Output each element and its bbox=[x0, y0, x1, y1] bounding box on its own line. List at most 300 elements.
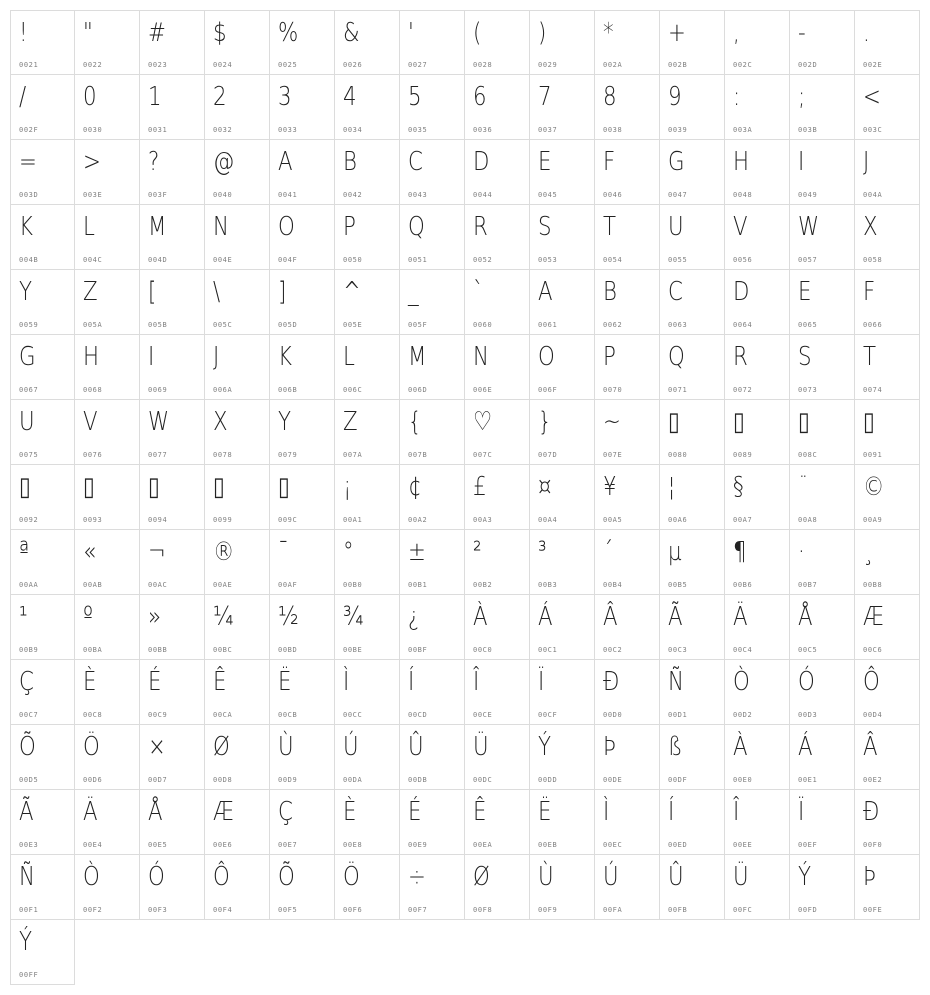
glyph-sample: Ä bbox=[733, 602, 748, 632]
glyph-cell bbox=[465, 660, 530, 725]
glyph-cell bbox=[855, 140, 920, 205]
unicode-code-label: 005B bbox=[148, 321, 168, 329]
unicode-code-label: 003D bbox=[19, 191, 39, 199]
unicode-code-label: 00CC bbox=[343, 711, 363, 719]
glyph-sample: V bbox=[733, 212, 748, 242]
glyph-sample: Ó bbox=[148, 862, 165, 892]
unicode-code-label: 002E bbox=[863, 61, 883, 69]
unicode-code-label: 00AA bbox=[19, 581, 39, 589]
unicode-code-label: 003E bbox=[83, 191, 103, 199]
unicode-code-label: 00D2 bbox=[733, 711, 753, 719]
glyph-cell bbox=[335, 335, 400, 400]
glyph-sample: ¨ bbox=[798, 472, 809, 502]
glyph-sample: D bbox=[733, 277, 750, 307]
glyph-sample: Ô bbox=[213, 862, 230, 892]
glyph-cell bbox=[725, 75, 790, 140]
glyph-cell bbox=[595, 790, 660, 855]
glyph-sample: Î bbox=[473, 667, 480, 697]
unicode-code-label: 00B3 bbox=[538, 581, 558, 589]
glyph-cell bbox=[530, 335, 595, 400]
unicode-code-label: 0041 bbox=[278, 191, 298, 199]
glyph-sample: Þ bbox=[863, 862, 876, 892]
glyph-sample: } bbox=[538, 407, 552, 437]
glyph-cell bbox=[400, 660, 465, 725]
glyph-cell bbox=[400, 270, 465, 335]
glyph-cell bbox=[465, 10, 530, 75]
glyph-cell bbox=[140, 530, 205, 595]
unicode-code-label: 003B bbox=[798, 126, 818, 134]
glyph-cell bbox=[790, 595, 855, 660]
unicode-code-label: 0089 bbox=[733, 451, 753, 459]
glyph-sample: Ö bbox=[83, 732, 100, 762]
glyph-cell bbox=[335, 400, 400, 465]
glyph-cell bbox=[790, 270, 855, 335]
glyph-sample: Ë bbox=[278, 667, 292, 697]
unicode-code-label: 00C2 bbox=[603, 646, 623, 654]
unicode-code-label: 00BB bbox=[148, 646, 168, 654]
glyph-sample: Ð bbox=[603, 667, 620, 697]
glyph-sample: ▯ bbox=[733, 407, 745, 437]
unicode-code-label: 004D bbox=[148, 256, 168, 264]
glyph-cell bbox=[140, 855, 205, 920]
glyph-sample: N bbox=[213, 212, 229, 242]
glyph-cell bbox=[790, 335, 855, 400]
unicode-code-label: 004B bbox=[19, 256, 39, 264]
glyph-cell bbox=[205, 335, 270, 400]
glyph-sample: P bbox=[603, 342, 616, 372]
glyph-cell bbox=[530, 270, 595, 335]
unicode-code-label: 00B8 bbox=[863, 581, 883, 589]
unicode-code-label: 00B7 bbox=[798, 581, 818, 589]
glyph-sample: C bbox=[668, 277, 683, 307]
glyph-cell bbox=[725, 270, 790, 335]
glyph-sample: 2 bbox=[213, 82, 227, 112]
unicode-code-label: 004C bbox=[83, 256, 103, 264]
glyph-cell bbox=[400, 75, 465, 140]
glyph-sample: F bbox=[603, 147, 616, 177]
glyph-cell bbox=[595, 75, 660, 140]
glyph-sample: ¦ bbox=[668, 472, 676, 502]
unicode-code-label: 0071 bbox=[668, 386, 688, 394]
glyph-sample: ▯ bbox=[148, 472, 160, 502]
glyph-sample: ° bbox=[343, 537, 354, 567]
glyph-sample: T bbox=[603, 212, 617, 242]
glyph-sample: ¢ bbox=[408, 472, 422, 502]
glyph-sample: ² bbox=[473, 537, 482, 567]
unicode-code-label: 0062 bbox=[603, 321, 623, 329]
glyph-cell bbox=[270, 530, 335, 595]
glyph-cell bbox=[10, 10, 75, 75]
glyph-cell bbox=[530, 140, 595, 205]
glyph-sample: D bbox=[473, 147, 490, 177]
unicode-code-label: 0043 bbox=[408, 191, 428, 199]
unicode-code-label: 00AB bbox=[83, 581, 103, 589]
glyph-cell bbox=[400, 335, 465, 400]
glyph-sample: A bbox=[278, 147, 293, 177]
glyph-sample: ; bbox=[798, 82, 806, 112]
unicode-code-label: 00C5 bbox=[798, 646, 818, 654]
glyph-sample: Ø bbox=[213, 732, 230, 762]
unicode-code-label: 0049 bbox=[798, 191, 818, 199]
glyph-sample: ³ bbox=[538, 537, 547, 567]
unicode-code-label: 0069 bbox=[148, 386, 168, 394]
unicode-code-label: 00BE bbox=[343, 646, 363, 654]
unicode-code-label: 0022 bbox=[83, 61, 103, 69]
glyph-cell bbox=[205, 855, 270, 920]
glyph-cell bbox=[270, 335, 335, 400]
unicode-code-label: 0042 bbox=[343, 191, 363, 199]
glyph-sample: ¸ bbox=[863, 537, 874, 567]
glyph-cell bbox=[465, 270, 530, 335]
glyph-cell bbox=[725, 10, 790, 75]
unicode-code-label: 0063 bbox=[668, 321, 688, 329]
unicode-code-label: 003A bbox=[733, 126, 753, 134]
unicode-code-label: 00A4 bbox=[538, 516, 558, 524]
glyph-cell bbox=[790, 140, 855, 205]
glyph-cell bbox=[660, 140, 725, 205]
unicode-code-label: 005D bbox=[278, 321, 298, 329]
glyph-sample: É bbox=[408, 797, 422, 827]
glyph-cell bbox=[595, 205, 660, 270]
unicode-code-label: 0066 bbox=[863, 321, 883, 329]
glyph-sample: £ bbox=[473, 472, 487, 502]
glyph-sample: Û bbox=[668, 862, 684, 892]
glyph-cell bbox=[140, 10, 205, 75]
unicode-code-label: 003C bbox=[863, 126, 883, 134]
glyph-cell bbox=[595, 855, 660, 920]
glyph-cell bbox=[725, 205, 790, 270]
glyph-sample: % bbox=[278, 18, 299, 48]
glyph-sample: U bbox=[668, 212, 684, 242]
glyph-cell bbox=[75, 465, 140, 530]
unicode-code-label: 0070 bbox=[603, 386, 623, 394]
glyph-cell bbox=[335, 205, 400, 270]
unicode-code-label: 00F2 bbox=[83, 906, 103, 914]
glyph-sample: Ü bbox=[733, 862, 749, 892]
glyph-cell bbox=[270, 725, 335, 790]
unicode-code-label: 005F bbox=[408, 321, 428, 329]
glyph-cell bbox=[530, 790, 595, 855]
glyph-cell bbox=[725, 335, 790, 400]
glyph-cell bbox=[75, 270, 140, 335]
glyph-sample: ( bbox=[473, 18, 482, 48]
glyph-sample: ¯ bbox=[278, 537, 289, 567]
unicode-code-label: 00F6 bbox=[343, 906, 363, 914]
glyph-cell bbox=[10, 920, 75, 985]
unicode-code-label: 009C bbox=[278, 516, 298, 524]
unicode-code-label: 00F9 bbox=[538, 906, 558, 914]
unicode-code-label: 0077 bbox=[148, 451, 168, 459]
unicode-code-label: 00C9 bbox=[148, 711, 168, 719]
glyph-sample: ▯ bbox=[668, 407, 680, 437]
unicode-code-label: 00A5 bbox=[603, 516, 623, 524]
unicode-code-label: 00E2 bbox=[863, 776, 883, 784]
glyph-cell bbox=[725, 465, 790, 530]
glyph-cell bbox=[855, 335, 920, 400]
glyph-cell bbox=[855, 855, 920, 920]
glyph-cell bbox=[140, 595, 205, 660]
glyph-sample: 4 bbox=[343, 82, 357, 112]
glyph-sample: µ bbox=[668, 537, 682, 567]
unicode-code-label: 0045 bbox=[538, 191, 558, 199]
glyph-cell bbox=[75, 855, 140, 920]
glyph-sample: Ú bbox=[343, 732, 359, 762]
glyph-sample: C bbox=[408, 147, 423, 177]
glyph-cell bbox=[75, 530, 140, 595]
unicode-code-label: 00FD bbox=[798, 906, 818, 914]
unicode-code-label: 00E6 bbox=[213, 841, 233, 849]
glyph-sample: ¿ bbox=[408, 602, 420, 632]
unicode-code-label: 00F8 bbox=[473, 906, 493, 914]
glyph-cell bbox=[75, 660, 140, 725]
unicode-code-label: 00AE bbox=[213, 581, 233, 589]
unicode-code-label: 0078 bbox=[213, 451, 233, 459]
unicode-code-label: 00B4 bbox=[603, 581, 623, 589]
unicode-code-label: 00CF bbox=[538, 711, 558, 719]
glyph-cell bbox=[595, 530, 660, 595]
glyph-sample: Ä bbox=[83, 797, 98, 827]
glyph-cell bbox=[10, 725, 75, 790]
glyph-cell bbox=[660, 530, 725, 595]
glyph-cell bbox=[335, 725, 400, 790]
unicode-code-label: 0033 bbox=[278, 126, 298, 134]
glyph-sample: [ bbox=[148, 277, 157, 307]
glyph-cell bbox=[790, 10, 855, 75]
unicode-code-label: 0099 bbox=[213, 516, 233, 524]
unicode-code-label: 005A bbox=[83, 321, 103, 329]
glyph-sample: Ú bbox=[603, 862, 619, 892]
glyph-cell bbox=[270, 10, 335, 75]
glyph-sample: Þ bbox=[603, 732, 616, 762]
glyph-cell bbox=[335, 530, 400, 595]
glyph-cell bbox=[205, 790, 270, 855]
glyph-cell bbox=[465, 790, 530, 855]
unicode-code-label: 006F bbox=[538, 386, 558, 394]
unicode-code-label: 0060 bbox=[473, 321, 493, 329]
glyph-sample: O bbox=[538, 342, 555, 372]
glyph-sample: ~ bbox=[603, 407, 621, 437]
unicode-code-label: 00F3 bbox=[148, 906, 168, 914]
glyph-cell bbox=[660, 465, 725, 530]
unicode-code-label: 002C bbox=[733, 61, 753, 69]
glyph-sample: F bbox=[863, 277, 876, 307]
unicode-code-label: 004A bbox=[863, 191, 883, 199]
glyph-cell bbox=[465, 140, 530, 205]
glyph-sample: Ý bbox=[19, 927, 33, 957]
glyph-cell bbox=[400, 725, 465, 790]
glyph-sample: Ê bbox=[213, 667, 227, 697]
glyph-cell bbox=[75, 790, 140, 855]
glyph-sample: ÷ bbox=[408, 862, 426, 892]
glyph-cell bbox=[140, 140, 205, 205]
glyph-cell bbox=[855, 205, 920, 270]
unicode-code-label: 00EF bbox=[798, 841, 818, 849]
glyph-sample: K bbox=[278, 342, 292, 372]
glyph-cell bbox=[205, 660, 270, 725]
glyph-sample: * bbox=[603, 18, 614, 48]
glyph-cell bbox=[205, 400, 270, 465]
unicode-code-label: 0068 bbox=[83, 386, 103, 394]
unicode-code-label: 0028 bbox=[473, 61, 493, 69]
glyph-sample: Ë bbox=[538, 797, 552, 827]
glyph-sample: 6 bbox=[473, 82, 487, 112]
glyph-sample: ▯ bbox=[278, 472, 290, 502]
glyph-sample: I bbox=[148, 342, 155, 372]
unicode-code-label: 00E7 bbox=[278, 841, 298, 849]
unicode-code-label: 0072 bbox=[733, 386, 753, 394]
glyph-cell bbox=[465, 530, 530, 595]
glyph-cell bbox=[530, 205, 595, 270]
glyph-cell bbox=[205, 10, 270, 75]
unicode-code-label: 002D bbox=[798, 61, 818, 69]
glyph-sample: Á bbox=[798, 732, 813, 762]
unicode-code-label: 007D bbox=[538, 451, 558, 459]
glyph-cell bbox=[140, 335, 205, 400]
glyph-sample: " bbox=[83, 18, 93, 48]
glyph-cell bbox=[660, 205, 725, 270]
unicode-code-label: 00D4 bbox=[863, 711, 883, 719]
glyph-cell bbox=[10, 660, 75, 725]
unicode-code-label: 005E bbox=[343, 321, 363, 329]
glyph-sample: ¾ bbox=[343, 602, 364, 632]
unicode-code-label: 00E3 bbox=[19, 841, 39, 849]
glyph-sample: Ê bbox=[473, 797, 487, 827]
unicode-code-label: 007C bbox=[473, 451, 493, 459]
unicode-code-label: 008C bbox=[798, 451, 818, 459]
unicode-code-label: 00A9 bbox=[863, 516, 883, 524]
glyph-sample: ¶ bbox=[733, 537, 747, 567]
unicode-code-label: 0023 bbox=[148, 61, 168, 69]
glyph-cell bbox=[595, 270, 660, 335]
unicode-code-label: 00CB bbox=[278, 711, 298, 719]
unicode-code-label: 00AC bbox=[148, 581, 168, 589]
glyph-sample: ^ bbox=[343, 277, 361, 307]
unicode-code-label: 002A bbox=[603, 61, 623, 69]
glyph-cell bbox=[270, 205, 335, 270]
unicode-code-label: 006D bbox=[408, 386, 428, 394]
glyph-cell bbox=[725, 530, 790, 595]
unicode-code-label: 00C8 bbox=[83, 711, 103, 719]
glyph-sample: » bbox=[148, 602, 162, 632]
unicode-code-label: 007A bbox=[343, 451, 363, 459]
glyph-sample: 3 bbox=[278, 82, 292, 112]
unicode-code-label: 0048 bbox=[733, 191, 753, 199]
unicode-code-label: 006B bbox=[278, 386, 298, 394]
glyph-sample: À bbox=[733, 732, 748, 762]
unicode-code-label: 00A7 bbox=[733, 516, 753, 524]
glyph-cell bbox=[10, 790, 75, 855]
glyph-sample: Â bbox=[863, 732, 878, 762]
glyph-cell bbox=[660, 725, 725, 790]
glyph-cell bbox=[75, 205, 140, 270]
unicode-code-label: 0074 bbox=[863, 386, 883, 394]
glyph-cell bbox=[205, 725, 270, 790]
glyph-sample: × bbox=[148, 732, 166, 762]
unicode-code-label: 00E0 bbox=[733, 776, 753, 784]
unicode-code-label: 00A3 bbox=[473, 516, 493, 524]
glyph-sample: I bbox=[798, 147, 805, 177]
glyph-sample: À bbox=[473, 602, 488, 632]
glyph-grid bbox=[10, 10, 920, 985]
unicode-code-label: 003F bbox=[148, 191, 168, 199]
glyph-cell bbox=[335, 140, 400, 205]
glyph-sample: Ð bbox=[863, 797, 880, 827]
glyph-sample: > bbox=[83, 147, 101, 177]
glyph-cell bbox=[400, 140, 465, 205]
glyph-sample: È bbox=[83, 667, 97, 697]
unicode-code-label: 0065 bbox=[798, 321, 818, 329]
glyph-cell bbox=[140, 400, 205, 465]
unicode-code-label: 0039 bbox=[668, 126, 688, 134]
glyph-sample: § bbox=[733, 472, 744, 502]
glyph-cell bbox=[530, 595, 595, 660]
unicode-code-label: 00B0 bbox=[343, 581, 363, 589]
unicode-code-label: 004F bbox=[278, 256, 298, 264]
glyph-sample: . bbox=[863, 18, 870, 48]
glyph-sample: ¹ bbox=[19, 602, 28, 632]
unicode-code-label: 0037 bbox=[538, 126, 558, 134]
unicode-code-label: 0047 bbox=[668, 191, 688, 199]
glyph-sample: K bbox=[19, 212, 33, 242]
unicode-code-label: 002B bbox=[668, 61, 688, 69]
unicode-code-label: 00FB bbox=[668, 906, 688, 914]
unicode-code-label: 00A8 bbox=[798, 516, 818, 524]
glyph-sample: · bbox=[798, 537, 805, 567]
glyph-cell bbox=[465, 595, 530, 660]
unicode-code-label: 00EA bbox=[473, 841, 493, 849]
unicode-code-label: 00BA bbox=[83, 646, 103, 654]
unicode-code-label: 0056 bbox=[733, 256, 753, 264]
glyph-cell bbox=[855, 660, 920, 725]
glyph-sample: & bbox=[343, 18, 360, 48]
glyph-cell bbox=[725, 790, 790, 855]
glyph-cell bbox=[660, 75, 725, 140]
unicode-code-label: 0092 bbox=[19, 516, 39, 524]
unicode-code-label: 00DA bbox=[343, 776, 363, 784]
glyph-sample: Å bbox=[798, 602, 813, 632]
glyph-cell bbox=[465, 465, 530, 530]
glyph-sample: Õ bbox=[278, 862, 295, 892]
glyph-sample: B bbox=[343, 147, 357, 177]
unicode-code-label: 0053 bbox=[538, 256, 558, 264]
unicode-code-label: 00F0 bbox=[863, 841, 883, 849]
unicode-code-label: 0076 bbox=[83, 451, 103, 459]
glyph-sample: W bbox=[148, 407, 170, 437]
unicode-code-label: 00DC bbox=[473, 776, 493, 784]
unicode-code-label: 0024 bbox=[213, 61, 233, 69]
unicode-code-label: 00EB bbox=[538, 841, 558, 849]
unicode-code-label: 00C6 bbox=[863, 646, 883, 654]
glyph-sample: ? bbox=[148, 147, 160, 177]
unicode-code-label: 00CE bbox=[473, 711, 493, 719]
glyph-sample: Ó bbox=[798, 667, 815, 697]
glyph-cell bbox=[400, 205, 465, 270]
glyph-cell bbox=[465, 400, 530, 465]
unicode-code-label: 00D1 bbox=[668, 711, 688, 719]
glyph-sample: $ bbox=[213, 18, 227, 48]
glyph-sample: \ bbox=[213, 277, 221, 307]
glyph-cell bbox=[205, 205, 270, 270]
glyph-cell bbox=[725, 725, 790, 790]
glyph-cell bbox=[10, 530, 75, 595]
unicode-code-label: 00B1 bbox=[408, 581, 428, 589]
glyph-sample: Ö bbox=[343, 862, 360, 892]
glyph-sample: X bbox=[863, 212, 878, 242]
glyph-sample: Ã bbox=[19, 797, 34, 827]
glyph-sample: H bbox=[83, 342, 100, 372]
glyph-cell bbox=[530, 725, 595, 790]
unicode-code-label: 0040 bbox=[213, 191, 233, 199]
